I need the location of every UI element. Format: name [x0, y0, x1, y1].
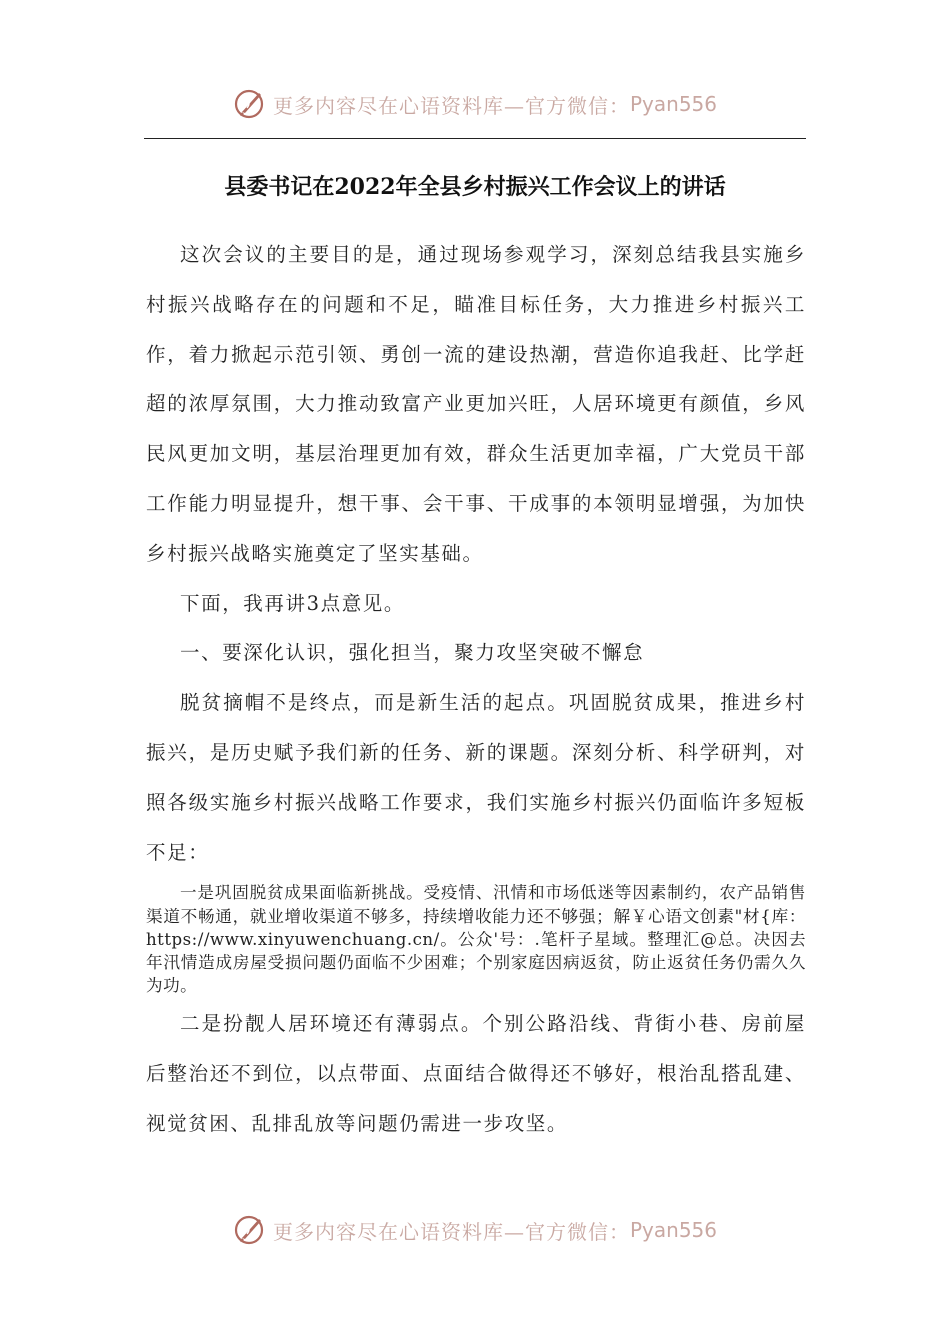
paragraph-section-1: 脱贫摘帽不是终点，而是新生活的起点。巩固脱贫成果，推进乡村振兴，是历史赋予我们新的任务、新的课题。深刻分析、科学研判，对照各级实施乡村振兴战略工作要求，我们实施乡村振兴仍面临许多短板不足： — [146, 691, 806, 864]
watermark-wechat-id: Pyan556 — [629, 1218, 717, 1242]
watermark-text: 更多内容尽在心语资料库—官方微信： — [272, 93, 630, 118]
quill-pen-icon — [233, 1213, 267, 1247]
header-divider — [144, 138, 806, 139]
document-body — [146, 230, 806, 1149]
watermark-wechat-id: Pyan556 — [629, 92, 717, 116]
paragraph-intro: 这次会议的主要目的是，通过现场参观学习，深刻总结我县实施乡村振兴战略存在的问题和不足，瞄准目标任务，大力推进乡村振兴工作，着力掀起示范引领、勇创一流的建设热潮，营造你追我赶、比学赶超的浓厚氛围，大力推动致富产业更加兴旺，人居环境更有颜值，乡风民风更加文明，基层治理更加有效，群众生活更加幸福，广大党员干部工作能力明显提升，想干事、会干事、干成事的本领明显增强，为加快乡村振兴战略实施奠定了坚实基础。 — [146, 243, 806, 565]
watermark-text: 更多内容尽在心语资料库—官方微信： — [272, 1219, 630, 1244]
document-title: 县委书记在2022年全县乡村振兴工作会议上的讲话 — [224, 174, 726, 200]
section-heading-1: 一、要深化认识，强化担当，聚力攻坚突破不懈怠 — [180, 641, 645, 665]
quill-pen-icon — [233, 87, 267, 121]
header-watermark — [0, 84, 950, 124]
paragraph-point-1: 一是巩固脱贫成果面临新挑战。受疫情、汛情和市场低迷等因素制约，农产品销售渠道不畅通，就业增收渠道不够多，持续增收能力还不够强；解￥心语文创素"材{库：https://www.xinyuwenchuang.cn/。公众'号：.笔杆子星域。整理汇@总。决因去年汛情造成房屋受损问题仍面临不少困难；个别家庭因病返贫，防止返贫任务仍需久久为功。 — [146, 883, 806, 996]
paragraph-point-2: 二是扮靓人居环境还有薄弱点。个别公路沿线、背街小巷、房前屋后整治还不到位，以点带面、点面结合做得还不够好，根治乱搭乱建、视觉贫困、乱排乱放等问题仍需进一步攻坚。 — [146, 1012, 806, 1135]
paragraph-transition: 下面，我再讲3点意见。 — [180, 591, 406, 615]
footer-watermark — [0, 1210, 950, 1250]
